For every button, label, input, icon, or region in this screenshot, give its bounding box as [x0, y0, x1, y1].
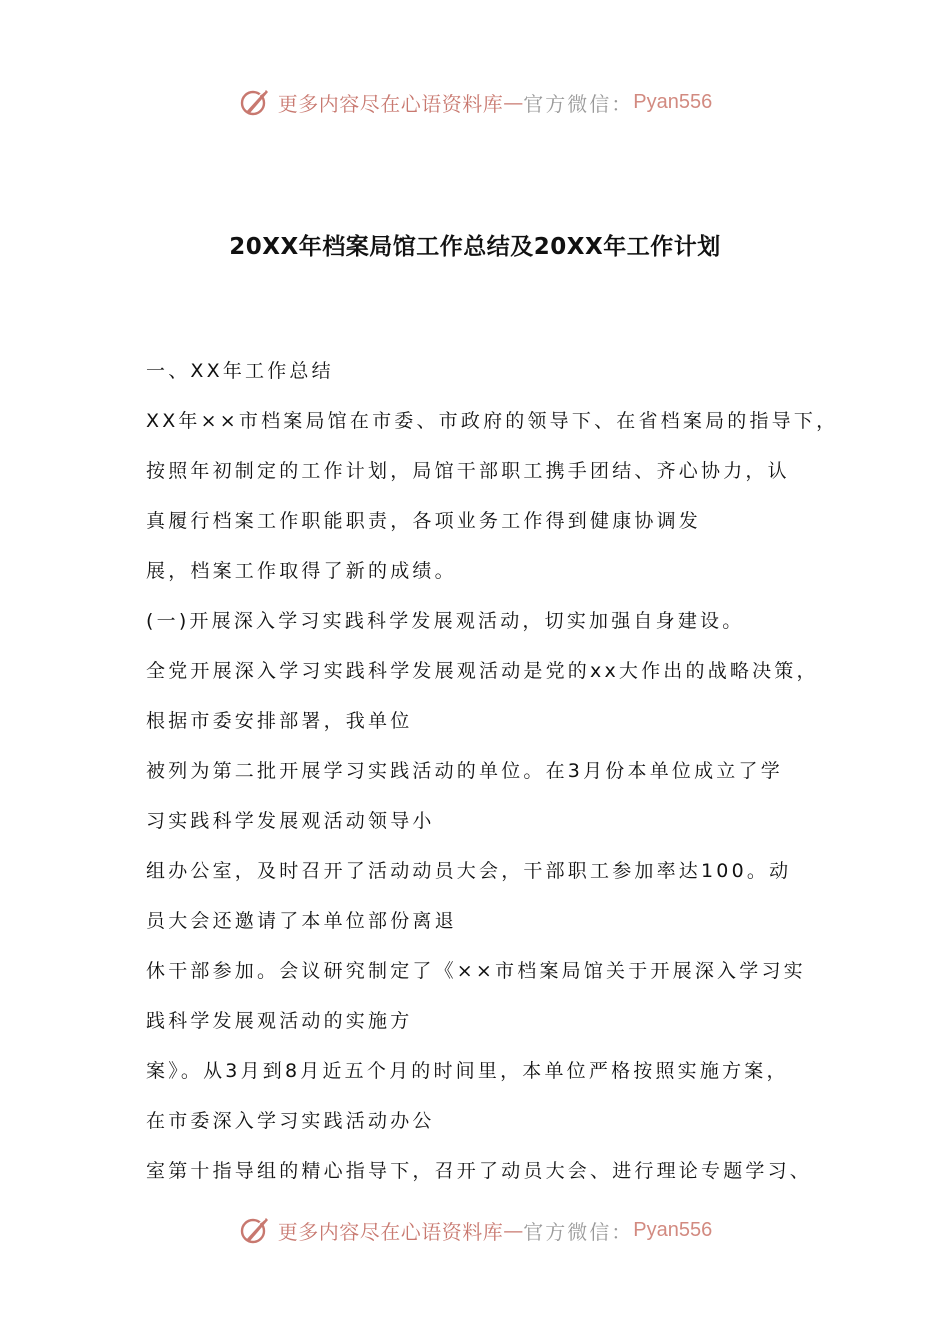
banner-separator: —: [503, 1218, 524, 1242]
document-title: 20XX年档案局馆工作总结及20XX年工作计划: [229, 234, 721, 260]
text-line: 在市委深入学习实践活动办公: [146, 1110, 435, 1132]
text-line: 真履行档案工作职能职责，各项业务工作得到健康协调发: [146, 510, 702, 532]
text-line: 践科学发展观活动的实施方: [146, 1010, 413, 1032]
banner-label: 官方微信：: [523, 1219, 634, 1244]
text-line: (一)开展深入学习实践科学发展观活动，切实加强自身建设。: [146, 610, 745, 632]
text-line: 全党开展深入学习实践科学发展观活动是党的xx大作出的战略决策，: [146, 660, 819, 682]
banner-text: 更多内容尽在心语资料库: [277, 91, 504, 116]
text-line: 员大会还邀请了本单位部份离退: [146, 910, 457, 932]
text-line: 休干部参加。会议研究制定了《××市档案局馆关于开展深入学习实: [146, 960, 806, 982]
text-line: 根据市委安排部署，我单位: [146, 710, 413, 732]
text-line: 组办公室，及时召开了活动动员大会，干部职工参加率达100。动: [146, 860, 792, 882]
quill-logo-icon: [238, 85, 272, 119]
banner-separator: —: [503, 90, 524, 114]
banner-text: 更多内容尽在心语资料库: [277, 1219, 504, 1244]
text-line: 一、XX年工作总结: [146, 360, 334, 382]
text-line: 习实践科学发展观活动领导小: [146, 810, 435, 832]
banner-label: 官方微信：: [523, 91, 634, 116]
footer-banner: [0, 1208, 950, 1252]
banner-wechat-id: Pyan556: [633, 1218, 713, 1241]
text-line: 展，档案工作取得了新的成绩。: [146, 560, 457, 582]
document-body: [146, 346, 839, 1196]
banner-wechat-id: Pyan556: [633, 90, 713, 113]
text-line: 被列为第二批开展学习实践活动的单位。在3月份本单位成立了学: [146, 760, 783, 782]
quill-logo-icon: [238, 1213, 272, 1247]
text-line: 按照年初制定的工作计划，局馆干部职工携手团结、齐心协力，认: [146, 460, 790, 482]
text-line: XX年××市档案局馆在市委、市政府的领导下、在省档案局的指导下，: [146, 410, 839, 432]
text-line: 案》。从3月到8月近五个月的时间里，本单位严格按照实施方案，: [146, 1060, 789, 1082]
header-banner: [0, 80, 950, 124]
text-line: 室第十指导组的精心指导下，召开了动员大会、进行理论专题学习、: [146, 1160, 813, 1182]
